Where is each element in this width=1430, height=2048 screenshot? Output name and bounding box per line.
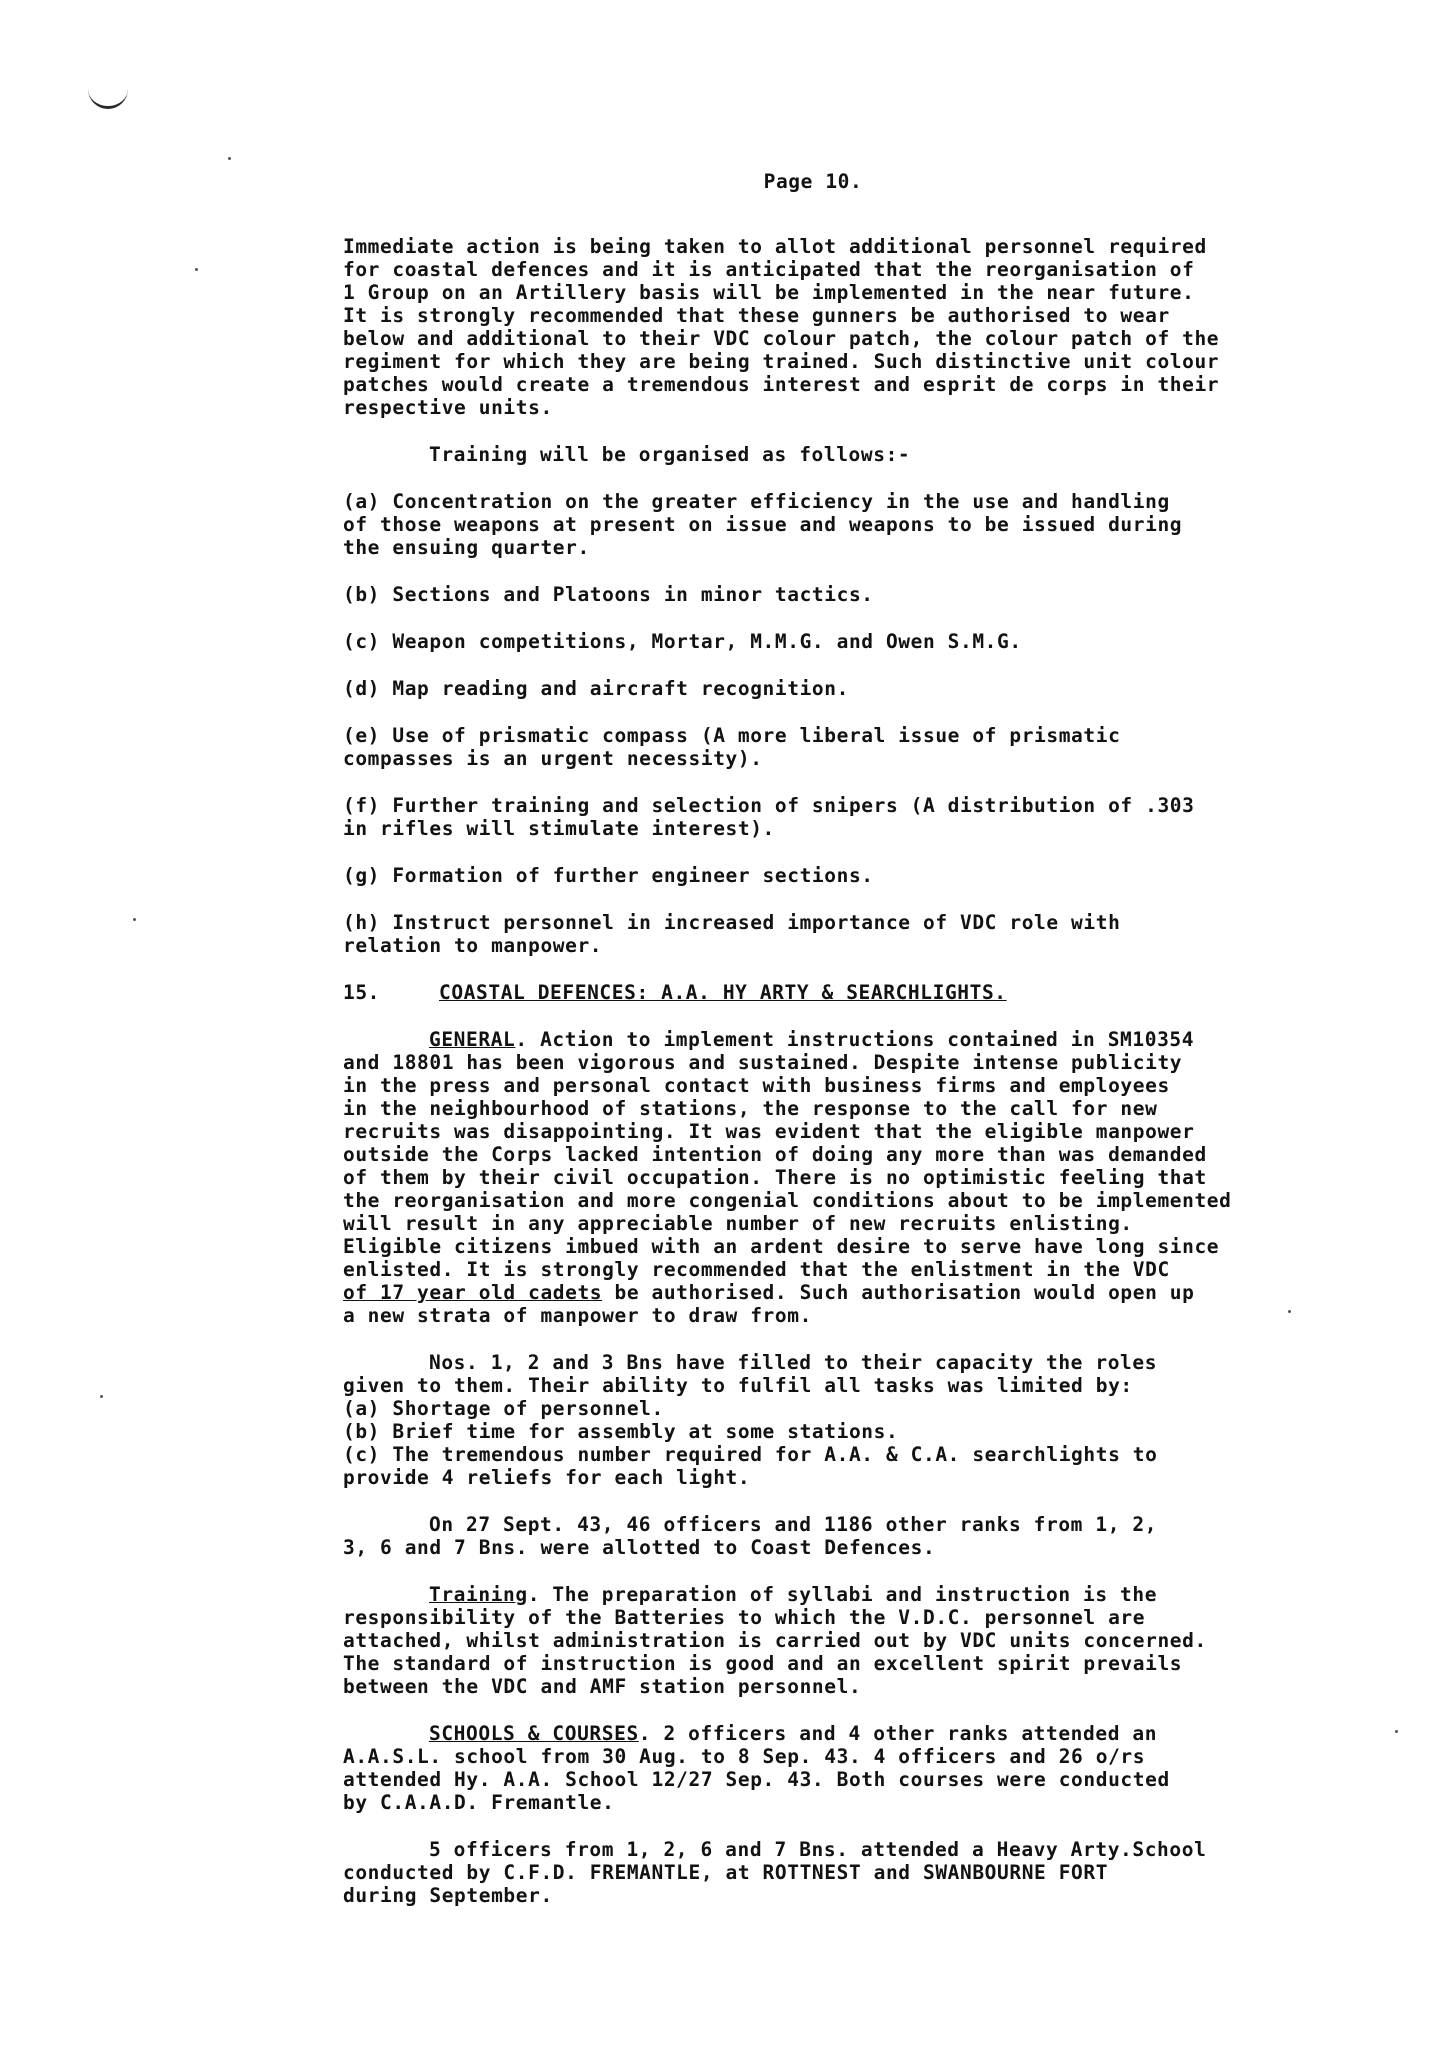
limitation-item-b: (b) Brief time for assembly at some stations. (343, 1420, 899, 1443)
general-text-a: . Action to implement instructions contained in SM10354 and 18801 has been vigorous and sustained. Despite intense publicity in the press and personal contact with business firms and employees in the neighbourhood of stations, the response to the call for new recruits was disappointing. It was evident that the eligible manpower outside the Corps lacked intention of doing any more than was demanded of them by their civil occupation. There is no optimistic feeling that the reorganisation and more congenial conditions about to be implemented will result in any appreciable number of new recruits enlisting. Eligible citizens imbued with an ardent desire to serve have long since enlisted. It is strongly recommended that the enlistment in the VDC (343, 1028, 1232, 1281)
training-item-f: (f) Further training and selection of snipers (A distribution of .303 in rifles will stimulate interest). (343, 794, 1195, 840)
schools-label: SCHOOLS & COURSES (429, 1722, 639, 1745)
general-paragraph (343, 1028, 1363, 1327)
training-lead: Training will be organised as follows:- (429, 443, 911, 466)
limitation-item-a: (a) Shortage of personnel. (343, 1397, 664, 1420)
general-text-b: be authorised. Such authorisation would open up a new strata of manpower to draw from. (343, 1281, 1195, 1327)
section-title: COASTAL DEFENCES: A.A. HY ARTY & SEARCHLIGHTS. (439, 981, 1007, 1004)
limitations-list (343, 1397, 1363, 1489)
training-paragraph (343, 1583, 1363, 1698)
training-item-b: (b) Sections and Platoons in minor tactics. (343, 583, 874, 606)
training-item-d: (d) Map reading and aircraft recognition. (343, 677, 849, 700)
training-item-h: (h) Instruct personnel in increased importance of VDC role with relation to manpower. (343, 911, 1121, 957)
paper-speck (228, 157, 231, 160)
section-heading (343, 981, 1363, 1004)
limitation-item-c: (c) The tremendous number required for A.A. & C.A. searchlights to provide 4 reliefs for each light. (343, 1443, 1158, 1489)
training-item-c: (c) Weapon competitions, Mortar, M.M.G. and Owen S.M.G. (343, 630, 1022, 653)
training-item-e: (e) Use of prismatic compass (A more liberal issue of prismatic compasses is an urgent necessity). (343, 724, 1121, 770)
training-label: Training (429, 1583, 528, 1606)
battalions-paragraph: Nos. 1, 2 and 3 Bns have filled to their capacity the roles given to them. Their ability to fulfil all tasks was limited by: (343, 1351, 1158, 1397)
punch-hole-mark (88, 78, 128, 109)
intro-paragraph: Immediate action is being taken to allot additional personnel required for coastal defences and it is anticipated that the reorganisation of 1 Group on an Artillery basis will be implemented in the near future. It is strongly recommended that these gunners be authorised to wear below and additional to their VDC colour patch, the colour patch of the regiment for which they are being trained. Such distinctive unit colour patches would create a tremendous interest and esprit de corps in their respective units. (343, 235, 1220, 419)
training-item-a: (a) Concentration on the greater efficiency in the use and handling of those weapons at present on issue and weapons to be issued during the ensuing quarter. (343, 490, 1183, 559)
training-item-g: (g) Formation of further engineer sections. (343, 864, 874, 887)
cadets-phrase: of 17 year old cadets (343, 1281, 603, 1304)
paper-speck (100, 1395, 103, 1398)
schools-paragraph (343, 1722, 1363, 1814)
document-body (343, 170, 1363, 1907)
heavy-arty-paragraph: 5 officers from 1, 2, 6 and 7 Bns. attended a Heavy Arty.School conducted by C.F.D. FREMANTLE, at ROTTNEST and SWANBOURNE FORT during September. (343, 1838, 1207, 1907)
allotted-paragraph: On 27 Sept. 43, 46 officers and 1186 other ranks from 1, 2, 3, 6 and 7 Bns. were allotted to Coast Defences. (343, 1513, 1158, 1559)
paper-speck (1395, 1730, 1398, 1733)
section-number: 15. (343, 981, 381, 1004)
page-number: Page 10. (763, 170, 863, 193)
training-text: . The preparation of syllabi and instruction is the responsibility of the Batteries to which the V.D.C. personnel are attached, whilst administration is carried out by VDC units concerned. The standard of instruction is good and an excellent spirit prevails between the VDC and AMF station personnel. (343, 1583, 1207, 1698)
paper-speck (195, 268, 198, 271)
schools-text: . 2 officers and 4 other ranks attended an A.A.S.L. school from 30 Aug. to 8 Sep. 43. 4 officers and 26 o/rs attended Hy. A.A. School 12/27 Sep. 43. Both courses were conducted by C.A.A.D. Fremantle. (343, 1722, 1170, 1814)
paper-speck (133, 918, 136, 921)
general-label: GENERAL (429, 1028, 516, 1051)
